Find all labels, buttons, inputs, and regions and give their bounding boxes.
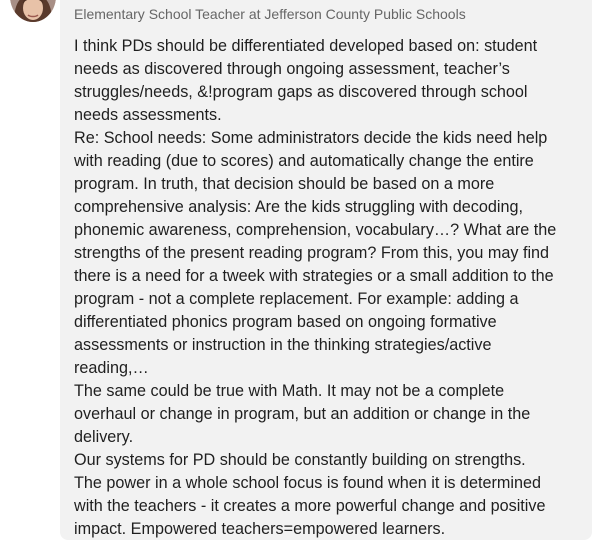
author-headline: Elementary School Teacher at Jefferson County Public Schools — [74, 6, 466, 22]
author-avatar[interactable] — [10, 0, 56, 22]
profile-photo-icon — [10, 0, 56, 22]
comment-paragraph: The same could be true with Math. It may not be a complete overhaul or change in program, but an addition or change in the delivery. — [74, 382, 531, 446]
comment-body — [74, 35, 590, 541]
comment-paragraph: Our systems for PD should be constantly building on strengths. The power in a whole school focus is found when it is determined with the teachers - it creates a more powerful change and positive impact. Empowered teachers=empowered learners. — [74, 451, 546, 538]
comment-paragraph: I think PDs should be differentiated developed based on: student needs as discovered through ongoing assessment, teacher’s struggles/needs, &!program gaps as discovered through school needs assessments. — [74, 37, 538, 124]
comment-paragraph: Re: School needs: Some administrators decide the kids need help with reading (due to scores) and automatically change the entire program. In truth, that decision should be based on a more comprehensive analysis: Are the kids struggling with decoding, phonemic awareness, comprehension, vocabulary…? What are the strengths of the present reading program? From this, you may find there is a need for a tweek with strategies or a small addition to the program - not a complete replacement. For example: adding a differentiated phonics program based on ongoing formative assessments or instruction in the thinking strategies/active reading,… — [74, 129, 557, 377]
